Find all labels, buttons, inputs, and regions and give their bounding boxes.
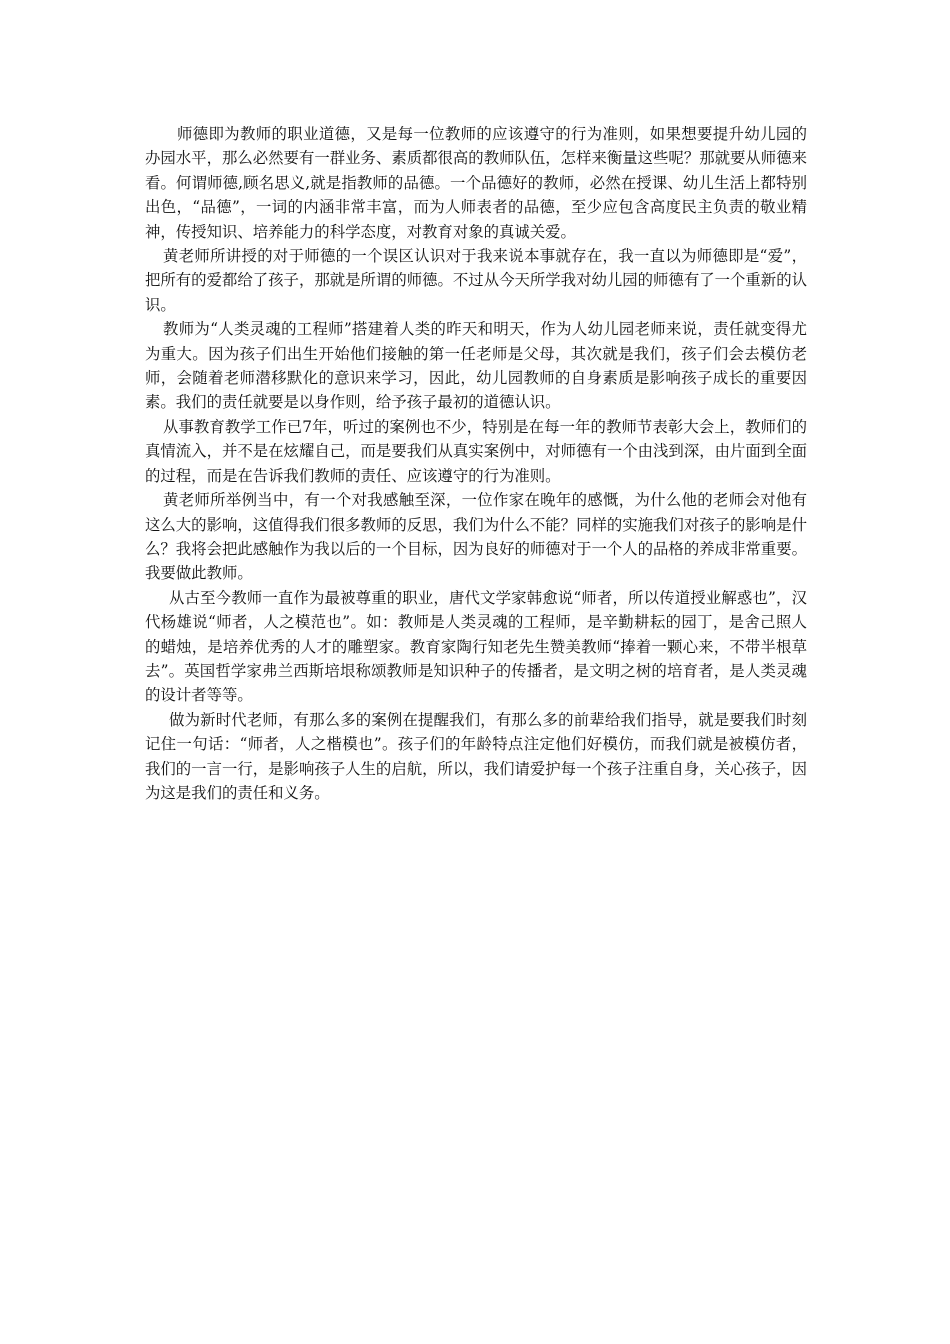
paragraph-5: 黄老师所举例当中，有一个对我感触至深，一位作家在晚年的感慨，为什么他的老师会对他有这么大的影响，这值得我们很多教师的反思，我们为什么不能？同样的实施我们对孩子的影响是什么？我将会把此感触作为我以后的一个目标，因为良好的师德对于一个人的品格的养成非常重要。我要做此教师。 <box>145 491 807 583</box>
document-body <box>145 122 807 805</box>
paragraph-6: 从古至今教师一直作为最被尊重的职业，唐代文学家韩愈说“师者，所以传道授业解惑也”，汉代杨雄说“师者，人之模范也”。如：教师是人类灵魂的工程师，是辛勤耕耘的园丁，是舍己照人的蜡烛，是培养优秀的人才的雕塑家。教育家陶行知老先生赞美教师“捧着一颗心来，不带半根草去”。英国哲学家弗兰西斯培垠称颂教师是知识种子的传播者，是文明之树的培育者，是人类灵魂的设计者等等。 <box>145 588 807 705</box>
paragraph-7: 做为新时代老师，有那么多的案例在提醒我们，有那么多的前辈给我们指导，就是要我们时刻记住一句话：“师者，人之楷模也”。孩子们的年龄特点注定他们好模仿，而我们就是被模仿者，我们的一言一行，是影响孩子人生的启航，所以，我们请爱护每一个孩子注重自身，关心孩子，因为这是我们的责任和义务。 <box>145 710 807 802</box>
paragraph-4: 从事教育教学工作已7年，听过的案例也不少，特别是在每一年的教师节表彰大会上，教师们的真情流入，并不是在炫耀自己，而是要我们从真实案例中，对师德有一个由浅到深，由片面到全面的过程，而是在告诉我们教师的责任、应该遵守的行为准则。 <box>145 417 807 485</box>
paragraph-2: 黄老师所讲授的对于师德的一个误区认识对于我来说本事就存在，我一直以为师德即是“爱”，把所有的爱都给了孩子，那就是所谓的师德。不过从今天所学我对幼儿园的师德有了一个重新的认识。 <box>145 247 807 314</box>
paragraph-3: 教师为“人类灵魂的工程师”搭建着人类的昨天和明天，作为人幼儿园老师来说，责任就变得尤为重大。因为孩子们出生开始他们接触的第一任老师是父母，其次就是我们，孩子们会去模仿老师，会随着老师潜移默化的意识来学习，因此，幼儿园教师的自身素质是影响孩子成长的重要因素。我们的责任就要是以身作则，给予孩子最初的道德认识。 <box>145 320 807 412</box>
paragraph-1: 师德即为教师的职业道德，又是每一位教师的应该遵守的行为准则，如果想要提升幼儿园的办园水平，那么必然要有一群业务、素质都很高的教师队伍，怎样来衡量这些呢？那就要从师德来看。何谓师德,顾名思义,就是指教师的品德。一个品德好的教师，必然在授课、幼儿生活上都特别出色，“品德”，一词的内涵非常丰富，而为人师表者的品德，至少应包含高度民主负责的敬业精神，传授知识、培养能力的科学态度，对教育对象的真诚关爱。 <box>145 125 807 241</box>
